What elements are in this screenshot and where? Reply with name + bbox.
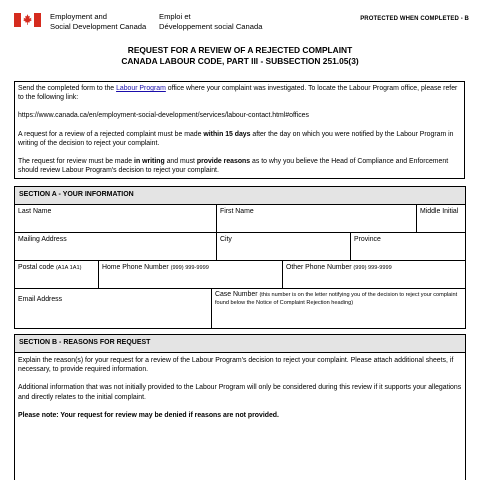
instruction-reasons: The request for review must be made in writing and must provide reasons as to why you believe the Head of Compliance and Enforcement should review Labour Program's decision to reject your complaint. [18, 158, 449, 175]
section-a [14, 186, 466, 329]
instruction-send: Send the completed form to the Labour Program office where your complaint was investigated. To locate the Labour Program office, please refer to the following link: [18, 85, 458, 102]
city-field[interactable]: City [217, 233, 351, 261]
first-name-field[interactable]: First Name [217, 205, 417, 233]
protected-label: PROTECTED WHEN COMPLETED - B [360, 16, 469, 22]
section-b-note: Please note: Your request for review may be denied if reasons are not provided. [18, 411, 279, 419]
other-phone-field[interactable]: Other Phone Number (999) 999-9999 [283, 261, 465, 289]
instruction-deadline: A request for a review of a rejected complaint must be made within 15 days after the day on which you were notified by the Labour Program in writing of the decision to reject your complaint. [18, 130, 454, 147]
department-name-english: Employment and Social Development Canada [50, 12, 147, 31]
page-header [14, 10, 470, 38]
instruction-url: https://www.canada.ca/en/employment-social-development/services/labour-contact.html#offices [18, 112, 309, 120]
labour-program-link[interactable]: Labour Program [116, 85, 166, 92]
instructions-box [14, 81, 465, 179]
form-title: REQUEST FOR A REVIEW OF A REJECTED COMPLAINT [127, 45, 353, 55]
section-a-heading: SECTION A - YOUR INFORMATION [15, 187, 465, 205]
form-subtitle: CANADA LABOUR CODE, PART III - SUBSECTION 251.05(3) [121, 56, 359, 66]
home-phone-field[interactable]: Home Phone Number (999) 999-9999 [99, 261, 283, 289]
postal-code-field[interactable]: Postal code (A1A 1A1) [15, 261, 99, 289]
department-name-french: Emploi et Développement social Canada [159, 12, 263, 31]
mailing-address-field[interactable]: Mailing Address [15, 233, 217, 261]
case-number-field[interactable]: Case Number (this number is on the letter notifying you of the decision to reject your complaint found below the Notice of Complaint Rejection heading) [215, 291, 458, 307]
canada-flag-icon [14, 13, 41, 27]
email-field[interactable]: Email Address [15, 289, 212, 328]
maple-leaf-icon [23, 14, 32, 25]
section-b-heading: SECTION B - REASONS FOR REQUEST [15, 335, 465, 353]
section-b-additional-info: Additional information that was not initially provided to the Labour Program will only be considered during this review if it supports your allegations and directly relates to the initial complaint. [18, 384, 462, 401]
section-b [14, 334, 466, 480]
middle-initial-field[interactable]: Middle Initial [417, 205, 465, 233]
last-name-field[interactable]: Last Name [15, 205, 217, 233]
section-b-instruction: Explain the reason(s) for your request for a review of the Labour Program's decision to reject your complaint. Please attach additional sheets, if necessary, to provide required information. [18, 357, 454, 374]
province-field[interactable]: Province [351, 233, 465, 261]
reasons-textarea[interactable] [15, 353, 465, 432]
